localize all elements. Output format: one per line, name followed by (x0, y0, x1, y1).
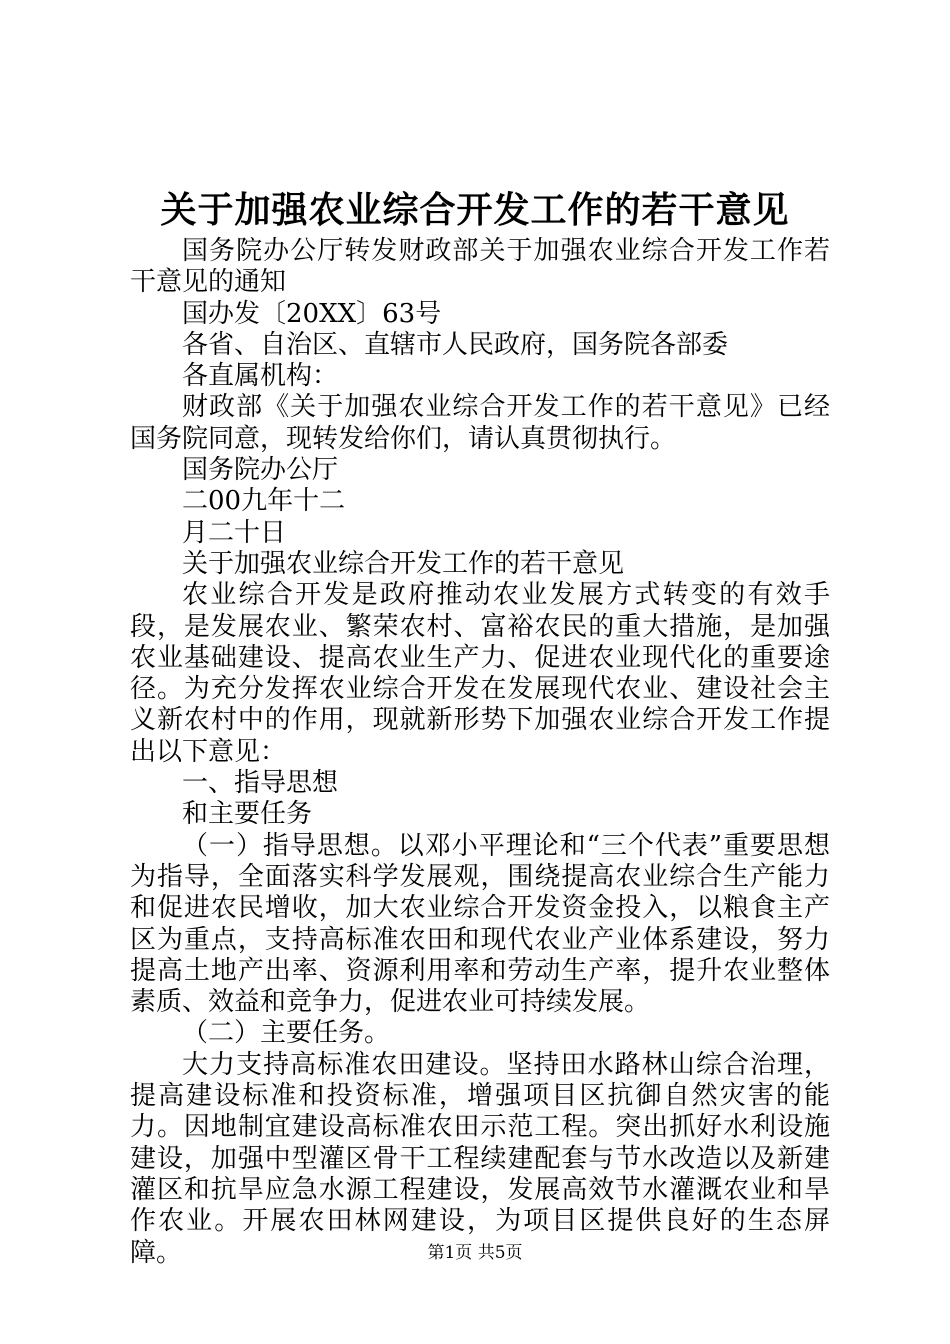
paragraph-subtitle: 关于加强农业综合开发工作的若干意见 (182, 548, 625, 579)
paragraph-date-part1: 二00九年十二 (182, 486, 346, 517)
document-title: 关于加强农业综合开发工作的若干意见 (160, 189, 790, 231)
subsection-heading-main-tasks: （二）主要任务。 (182, 1018, 391, 1049)
document-body (130, 236, 830, 1269)
paragraph-farmland: 大力支持高标准农田建设。坚持田水路林山综合治理，提高建设标准和投资标准，增强项目区抗御自然灾害的能力。因地制宜建设高标准农田示范工程。突出抓好水利设施建设，加强中型灌区骨干工程续建配套与节水改造以及新建灌区和抗旱应急水源工程建设，发展高效节水灌溉农业和旱作农业。开展农田林网建设，为项目区提供良好的生态屏障。 (130, 1049, 830, 1268)
paragraph-forwarding: 财政部《关于加强农业综合开发工作的若干意见》已经国务院同意，现转发给你们，请认真贯彻执行。 (130, 392, 830, 454)
paragraph-intro: 农业综合开发是政府推动农业发展方式转变的有效手段，是发展农业、繁荣农村、富裕农民的重大措施，是加强农业基础建设、提高农业生产力、促进农业现代化的重要途径。为充分发挥农业综合开发在发展现代农业、建设社会主义新农村中的作用，现就新形势下加强农业综合开发工作提出以下意见： (130, 580, 830, 767)
paragraph-addressees: 各省、自治区、直辖市人民政府，国务院各部委 (182, 329, 729, 360)
page-footer: 第1页 共5页 (427, 1243, 523, 1263)
paragraph-notice-title: 国务院办公厅转发财政部关于加强农业综合开发工作若干意见的通知 (130, 236, 830, 298)
paragraph-issuer: 国务院办公厅 (182, 455, 339, 486)
paragraph-document-number: 国办发〔20XX〕63号 (182, 298, 442, 329)
paragraph-guiding-thought: （一）指导思想。以邓小平理论和“三个代表”重要思想为指导，全面落实科学发展观，围绕提高农业综合生产能力和促进农民增收，加大农业综合开发资金投入，以粮食主产区为重点，支持高标准农田和现代农业产业体系建设，努力提高土地产出率、资源利用率和劳动生产率，提升农业整体素质、效益和竞争力，促进农业可持续发展。 (130, 830, 830, 1018)
section-heading-1-cont: 和主要任务 (182, 799, 313, 830)
section-heading-1: 一、指导思想 (182, 768, 339, 799)
paragraph-date-part2: 月二十日 (182, 517, 287, 548)
paragraph-addressees-cont: 各直属机构： (182, 361, 339, 392)
